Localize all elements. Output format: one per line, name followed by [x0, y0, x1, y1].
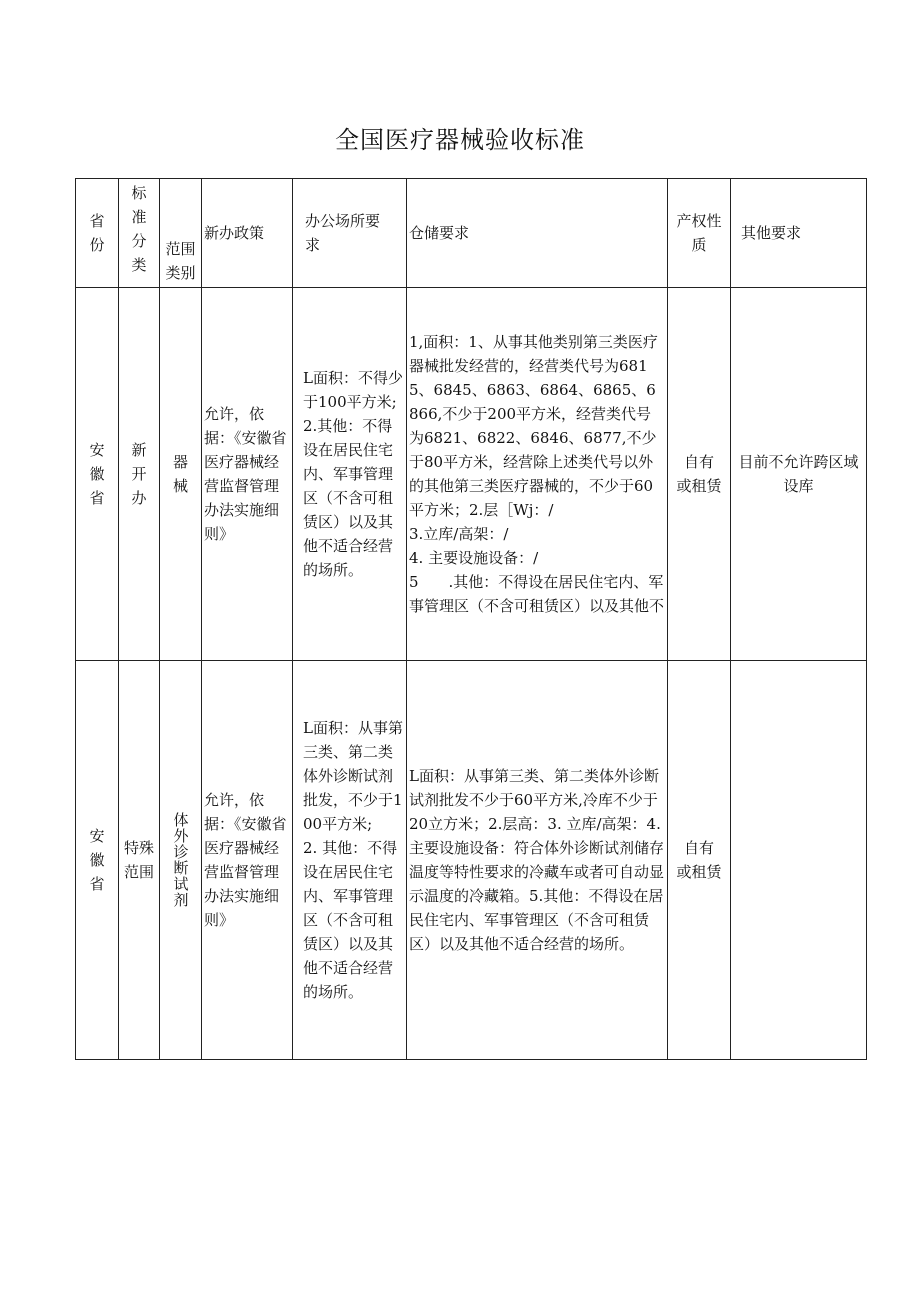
cell-other-requirement — [731, 661, 867, 1060]
header-other-requirement: 其他要求 — [731, 179, 867, 288]
header-row — [76, 179, 867, 288]
header-storage-requirement: 仓储要求 — [407, 179, 668, 288]
standards-table — [75, 178, 867, 1060]
header-new-policy: 新办政策 — [202, 179, 293, 288]
cell-property-nature: 自有 或租赁 — [668, 288, 731, 661]
cell-standard-class: 新 开 办 — [119, 288, 160, 661]
cell-province: 安 徽 省 — [76, 661, 119, 1060]
cell-office-requirement: L面积：不得少于100平方米; 2.其他：不得设在居民住宅内、军事管理区（不含可租赁区）以及其他不适合经营的场所。 — [293, 288, 407, 661]
cell-standard-class: 特殊 范围 — [119, 661, 160, 1060]
cell-other-requirement: 目前不允许跨区域设库 — [731, 288, 867, 661]
header-standard-class: 标 准 分 类 — [119, 179, 160, 288]
cell-property-nature: 自有 或租赁 — [668, 661, 731, 1060]
header-scope-type: 范围 类别 — [160, 179, 202, 288]
header-province: 省 份 — [76, 179, 119, 288]
cell-province: 安 徽 省 — [76, 288, 119, 661]
page-title: 全国医疗器械验收标准 — [335, 126, 585, 154]
header-office-requirement: 办公场所要 求 — [293, 179, 407, 288]
cell-scope-type-container — [160, 661, 202, 1060]
cell-new-policy: 允许，依据：《安徽省医疗器械经营监督管理办法实施细则》 — [202, 661, 293, 1060]
cell-office-requirement: L面积：从事第三类、第二类体外诊断试剂批发，不少于100平方米; 2. 其他：不得设在居民住宅内、军事管理区（不含可租赁区）以及其他不适合经营的场所。 — [293, 661, 407, 1060]
cell-new-policy: 允许，依据：《安徽省医疗器械经营监督管理办法实施细则》 — [202, 288, 293, 661]
cell-scope-type: 器 械 — [160, 288, 202, 661]
cell-storage-requirement: L面积：从事第三类、第二类体外诊断试剂批发不少于60平方米,冷库不少于20立方米；2.层高：3. 立库/高架：4.主要设施设备：符合体外诊断试剂储存温度等特性要求的冷藏车或者可自动显示温度的冷藏箱。5.其他：不得设在居民住宅内、军事管理区（不含可租赁区）以及其他不适合经营的场所。 — [407, 661, 668, 1060]
table-row — [76, 288, 867, 661]
table-row — [76, 661, 867, 1060]
cell-storage-requirement: 1,面积：1、从事其他类别第三类医疗器械批发经营的，经营类代号为6815、6845、6863、6864、6865、6866,不少于200平方米，经营类代号为6821、6822、6846、6877,不少于80平方米，经营除上述类代号以外的其他第三类医疗器械的，不少于60平方米；2.层［Wj：/ 3.立库/高架：/ 4. 主要设施设备：/ 5 .其他：不得设在居民住宅内、军事管理区（不含可租赁区）以及其他不 — [407, 288, 668, 661]
cell-scope-type: 体外诊断试剂 — [171, 812, 190, 908]
header-property-nature: 产权性 质 — [668, 179, 731, 288]
